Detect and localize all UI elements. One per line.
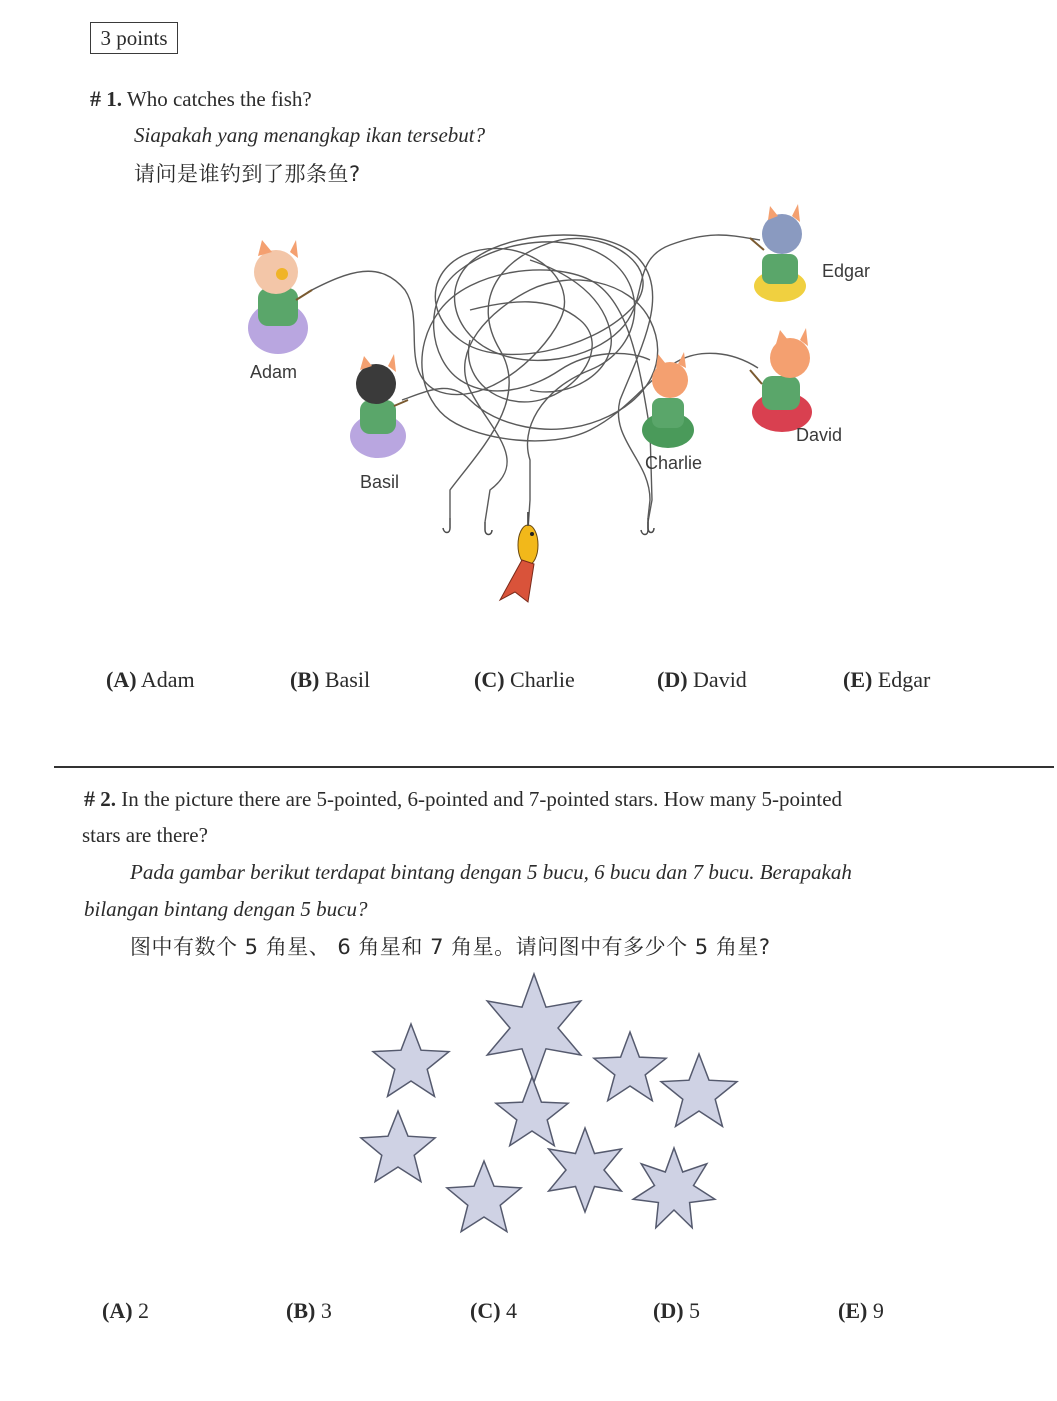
- option-letter: (D): [657, 667, 688, 692]
- star-shape-3: [594, 1032, 666, 1101]
- option-text: Edgar: [877, 667, 931, 692]
- star-shape-6: [361, 1111, 435, 1182]
- fish-illustration: [500, 512, 538, 602]
- option-letter: (C): [470, 1298, 501, 1323]
- q2-option-c[interactable]: [470, 1298, 517, 1324]
- label-edgar: Edgar: [822, 261, 871, 281]
- star-shape-9: [633, 1148, 715, 1228]
- star-shape-8: [447, 1161, 521, 1232]
- label-charlie: Charlie: [645, 453, 703, 473]
- label-david: David: [796, 425, 843, 445]
- question-1-text: Who catches the fish?: [126, 87, 312, 111]
- option-letter: (B): [286, 1298, 316, 1323]
- option-text: Adam: [140, 667, 195, 692]
- question-1-malay: Siapakah yang menangkap ikan tersebut?: [134, 123, 486, 147]
- cat-david: [750, 328, 812, 432]
- option-text: 5: [689, 1298, 701, 1323]
- hook-4: [641, 522, 648, 535]
- label-adam: Adam: [250, 362, 298, 382]
- hook-1: [443, 518, 450, 533]
- option-text: 3: [320, 1298, 332, 1323]
- q1-option-c[interactable]: [474, 667, 575, 693]
- cat-adam: [248, 240, 312, 354]
- option-text: 4: [506, 1298, 518, 1323]
- cat-charlie: [642, 352, 694, 448]
- question-2-english-line1: [84, 786, 842, 812]
- q1-option-a[interactable]: [106, 667, 195, 693]
- star-shape-1: [373, 1024, 449, 1096]
- question-1-english: [90, 86, 312, 112]
- star-shape-5: [496, 1077, 568, 1146]
- option-letter: (E): [838, 1298, 868, 1323]
- cat-edgar: [750, 204, 806, 302]
- option-text: Charlie: [510, 667, 575, 692]
- option-text: 9: [872, 1298, 884, 1323]
- question-2-chinese: 图中有数个 5 角星、 6 角星和 7 角星。请问图中有多少个 5 角星?: [130, 935, 771, 959]
- hook-2: [485, 522, 492, 535]
- section-divider: [54, 766, 1054, 768]
- question-2-english-line2: stars are there?: [82, 823, 208, 847]
- question-2-malay-line1: Pada gambar berikut terdapat bintang dengan 5 bucu, 6 bucu dan 7 bucu. Berapakah: [130, 860, 852, 884]
- question-2-text-line1: In the picture there are 5-pointed, 6-pointed and 7-pointed stars. How many 5-pointed: [121, 787, 843, 811]
- option-letter: (A): [102, 1298, 133, 1323]
- option-text: Basil: [324, 667, 371, 692]
- star-shape-2: [487, 974, 581, 1082]
- label-basil: Basil: [360, 472, 400, 492]
- q1-option-e[interactable]: [843, 667, 930, 693]
- q2-option-b[interactable]: [286, 1298, 332, 1324]
- question-1-chinese: 请问是谁钓到了那条鱼?: [134, 162, 361, 186]
- hash-symbol: #: [84, 786, 95, 811]
- question-2-malay-line2: bilangan bintang dengan 5 bucu?: [84, 897, 368, 921]
- q1-option-b[interactable]: [290, 667, 370, 693]
- stars-figure: [350, 970, 750, 1240]
- question-1-number: 1.: [106, 87, 122, 111]
- q2-option-a[interactable]: [102, 1298, 149, 1324]
- option-text: 2: [138, 1298, 150, 1323]
- q2-option-e[interactable]: [838, 1298, 884, 1324]
- option-letter: (B): [290, 667, 320, 692]
- option-letter: (E): [843, 667, 873, 692]
- fishing-hooks: [443, 512, 654, 535]
- hash-symbol: #: [90, 86, 101, 111]
- fishing-maze-figure: [230, 200, 890, 620]
- cat-basil: [350, 354, 408, 458]
- star-shape-4: [661, 1054, 737, 1126]
- q1-option-d[interactable]: [657, 667, 747, 693]
- points-badge: 3 points: [90, 22, 178, 54]
- option-letter: (A): [106, 667, 137, 692]
- question-2-number: 2.: [100, 787, 116, 811]
- option-letter: (D): [653, 1298, 684, 1323]
- q2-option-d[interactable]: [653, 1298, 700, 1324]
- option-text: David: [693, 667, 747, 692]
- option-letter: (C): [474, 667, 505, 692]
- star-shape-7: [549, 1128, 622, 1212]
